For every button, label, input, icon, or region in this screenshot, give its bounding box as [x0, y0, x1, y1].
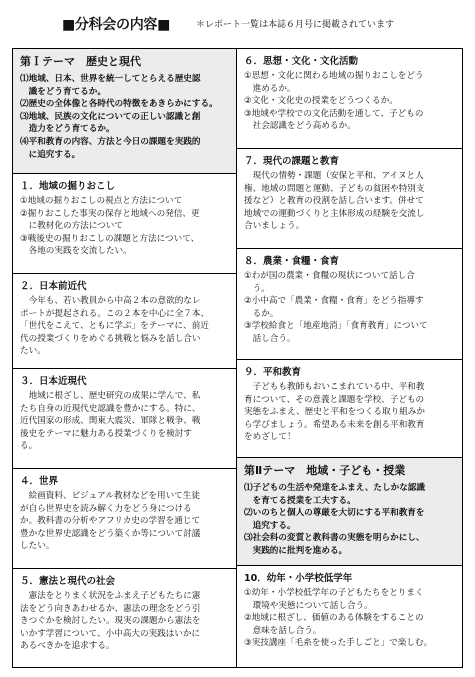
section-4-world — [13, 468, 236, 568]
section-line: ポートが提起される。この２本を中心に全７本、 — [20, 308, 210, 319]
theme-2-section — [237, 457, 462, 565]
page-header — [0, 0, 475, 40]
section-line: ら学びましょう。希望ある未来を創る平和教育 — [244, 419, 425, 430]
section-line: 絵画資料、ビジュアル教材などを用いて生徒 — [20, 491, 200, 501]
section-line: 実践的に批判を進める。 — [244, 545, 348, 556]
section-line: る。 — [20, 441, 38, 452]
section-1-local-history — [13, 173, 236, 273]
section-line: ③実技講座「毛糸を使った手しごと」で楽しむ。 — [244, 638, 433, 649]
section-title: ６．思想・文化・文化活動 — [244, 56, 359, 67]
section-3-modern-japan — [13, 368, 236, 468]
section-line: ⑷平和教育の内容、方法と今日の課題を実践的 — [20, 136, 201, 147]
section-line: 援など）と教育の役割を話し合います。併せて — [244, 196, 424, 207]
section-line: 社会認識をどう高めるか。 — [244, 121, 356, 132]
section-line: ②小中高で「農業・食糧・食育」をどう指導す — [244, 296, 424, 307]
section-line: 地域での運動づくりと主体形成の経験を交流し — [244, 208, 425, 219]
section-line: 識をどう育てるか。 — [20, 86, 106, 97]
section-line: 豊かな世界史認識をどう築くか等について討議 — [20, 528, 201, 539]
section-line: を育てる授業を工夫する。 — [244, 495, 356, 506]
section-line: きつぐかを検討したい。現実の課題から憲法を — [20, 616, 201, 627]
section-line: 代の授業づくりをめぐる挑戦と悩みを話し合い — [20, 333, 201, 344]
section-line: 話し合う。 — [244, 333, 296, 344]
section-line: たち自身の近現代史認識を豊かにする。特に、 — [20, 403, 201, 414]
section-line: ①わが国の農業・食糧の現状について話し合 — [244, 271, 415, 281]
section-line: に教材化の方法について — [20, 221, 123, 232]
section-title: ９．平和教育 — [244, 367, 302, 378]
section-line: 環境や実態について話し合う。 — [244, 600, 373, 611]
section-line: したい。 — [20, 541, 55, 552]
section-line: 子どもも教師もおいこまれている中、平和教 — [244, 382, 425, 392]
page-title: ■分科会の内容■ — [62, 17, 171, 33]
section-line: 「世代をこえて、ともに学ぶ」をテーマに、前近 — [20, 321, 209, 332]
section-line: ③戦後史の掘りおこしの課題と方法について、 — [20, 233, 200, 244]
section-line: 造力をどう育てるか。 — [20, 124, 115, 135]
section-8-agriculture-food — [237, 248, 462, 359]
section-line: 追究する。 — [244, 520, 296, 531]
section-9-peace-education — [237, 359, 462, 457]
section-line: 現代の情勢・課題（安保と平和、アイヌと人 — [244, 171, 424, 181]
section-5-constitution — [13, 568, 236, 667]
section-line: 近代国家の形成、関東大震災、軍隊と戦争、戦 — [20, 416, 201, 427]
section-line: に追究する。 — [20, 149, 81, 160]
section-line: か。教科書の分析やアフリカ史の学習を通じて — [20, 516, 201, 527]
section-line: ③学校給食と「地産地消」「食育教育」について — [244, 321, 428, 332]
section-line: ①幼年・小学校低学年の子どもたちをとりまく — [244, 588, 424, 598]
section-2-premodern-japan — [13, 273, 236, 368]
section-line: ①地域の掘りおこしの視点と方法について — [20, 196, 183, 206]
section-title: 10．幼年・小学校低学年 — [244, 573, 353, 584]
section-10-early-childhood — [237, 565, 462, 667]
section-line: ③地域や学校での文化活動を通して、子どもの — [244, 108, 424, 119]
header-note: ＊レポート一覧は本誌６月号に掲載されています — [196, 20, 395, 30]
section-6-thought-culture — [237, 49, 462, 148]
section-line: ②掘りおこした事実の保存と地域への発信、更 — [20, 208, 200, 219]
section-line: 各地の実践を交流したい。 — [20, 246, 132, 257]
section-line: 憲法をとりまく状況をふまえ子どもたちに憲 — [20, 591, 201, 601]
section-title: ３．日本近現代 — [20, 376, 87, 387]
section-title: ７．現代の課題と教育 — [244, 156, 340, 167]
section-title: ５．憲法と現代の社会 — [20, 576, 116, 587]
section-line: が自ら世界史を読み解く力をどう身につける — [20, 503, 192, 514]
section-line: いかす学習について、小中高大の実践はいかに — [20, 628, 201, 639]
section-line: たい。 — [20, 346, 46, 357]
theme-1-section — [13, 49, 236, 173]
section-line: をめざして！ — [244, 432, 296, 443]
section-title: ４．世界 — [20, 476, 59, 487]
section-line: るか。 — [244, 308, 279, 319]
section-line: ⑴地域、日本、世界を統一してとらえる歴史認 — [20, 74, 201, 84]
section-line: ①思想・文化に関わる地域の掘りおこしをどう — [244, 71, 424, 81]
section-title: 第Ｉテーマ 歴史と現代 — [20, 55, 141, 68]
section-line: ⑵歴史の全体像と各時代の特徴をあきらかにする。 — [20, 99, 218, 110]
section-line: 権、地域の問題と運動、子どもの貧困や特別支 — [244, 183, 425, 194]
section-line: あるべきかを追求する。 — [20, 641, 115, 652]
section-line: 地域に根ざし、歴史研究の成果に学んで、私 — [20, 391, 201, 401]
section-line: 法をどう向きあわせるか、憲法の理念をどう引 — [20, 603, 201, 614]
section-line: ⑵いのちと個人の尊厳を大切にする平和教育を — [244, 508, 425, 519]
section-line: ⑴子どもの生活や発達をふまえ、たしかな認識 — [244, 483, 425, 493]
section-line: ⑶地域、民族の文化についての正しい認識と創 — [20, 111, 201, 122]
section-line: 育について、その意義と課題を学校、子どもの — [244, 394, 425, 405]
section-title: ８．農業・食糧・食育 — [244, 256, 340, 267]
section-title: １．地域の掘りおこし — [20, 181, 116, 192]
section-line: ②地域に根ざし、価値のある体験をすることの — [244, 613, 424, 624]
section-line: ②文化・文化史の授業をどうつくるか。 — [244, 96, 398, 107]
section-7-modern-issues — [237, 148, 462, 248]
section-line: 意味を話し合う。 — [244, 625, 322, 636]
section-line: う。 — [244, 283, 270, 294]
section-line: 今年も、若い教員から中高２本の意欲的なレ — [20, 296, 201, 306]
section-line: ⑶社会科の変質と教科書の実態を明らかにし、 — [244, 533, 425, 544]
section-line: 進めるか。 — [244, 83, 296, 94]
section-line: 合いましょう。 — [244, 221, 305, 232]
section-title: ２．日本前近代 — [20, 281, 87, 292]
section-title: 第Ⅱテーマ 地域・子ども・授業 — [244, 464, 406, 477]
section-line: 後史をテーマに魅力ある授業づくりを検討す — [20, 428, 192, 439]
section-line: 実態をふまえ、歴史と平和をつくる取り組みか — [244, 407, 425, 418]
